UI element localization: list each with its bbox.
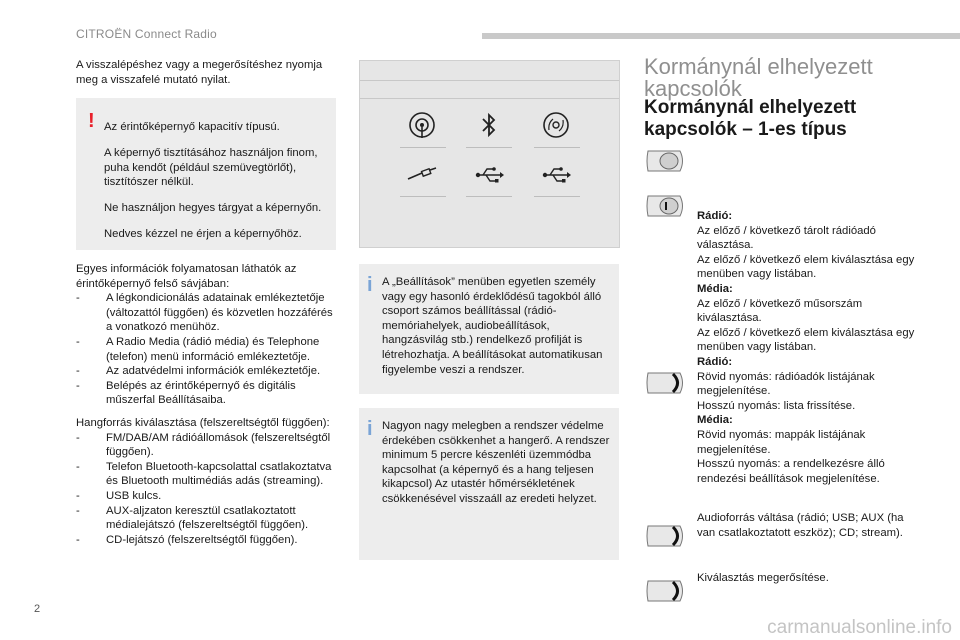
info-icon: i: [367, 418, 373, 440]
source-list: [76, 431, 341, 548]
warning-text: [104, 109, 330, 253]
list-item: - A légkondicionálás adatainak emlékeztetője (változattól függően) és közvetlen hozzáférés a vonatkozó menühöz.: [76, 291, 341, 335]
icon-underline: [466, 147, 512, 148]
control-text: Audioforrás váltása (rádió; USB; AUX (ha van csatlakoztatott eszköz); CD; stream).: [697, 512, 904, 539]
control-label: Média:: [697, 414, 733, 427]
warning-box: [76, 98, 336, 250]
source-title: Hangforrás kiválasztása (felszereltségtől függően):: [76, 417, 330, 429]
icon-underline: [534, 196, 580, 197]
page-number: 2: [34, 603, 41, 615]
control-description: [697, 511, 917, 540]
subsection-heading: Kormánynál elhelyezett kapcsolók – 1-es típus: [644, 97, 857, 140]
control-text: Az előző / következő műsorszám kiválasztása. Az előző / következő elem kiválasztása egy menüben vagy listában.: [697, 297, 915, 354]
section-heading: Kormánynál elhelyezett kapcsolók: [644, 54, 873, 101]
control-description: [697, 571, 917, 586]
info-box-heat: [359, 408, 619, 560]
list-item: - FM/DAB/AM rádióállomások (felszereltségtől függően).: [76, 431, 341, 460]
aux-icon: [402, 155, 442, 195]
screen-divider: [360, 80, 619, 81]
source-section: [76, 416, 341, 547]
control-text: Rövid nyomás: rádióadók listájának megjelenítése. Hosszú nyomás: lista frissítése.: [697, 370, 875, 412]
list-item: - AUX-aljzaton keresztül csatlakoztatott médialejátszó (felszereltségtől függően).: [76, 504, 341, 533]
source-screen-illustration: [359, 60, 620, 248]
steering-switch-icon: [644, 147, 684, 175]
control-text: Kiválasztás megerősítése.: [697, 572, 829, 584]
list-item: - CD-lejátszó (felszereltségtől függően).: [76, 533, 341, 548]
control-description: [697, 355, 917, 486]
icon-underline: [400, 147, 446, 148]
control-description: [697, 209, 917, 355]
control-label: Rádió:: [697, 356, 733, 368]
list-item: - A Radio Media (rádió média) és Telephone (telefon) menü információ emlékeztetője.: [76, 335, 341, 364]
info-list: [76, 291, 341, 408]
info-section: [76, 262, 341, 408]
intro-text: A visszalépéshez vagy a megerősítéshez nyomja meg a visszafelé mutató nyilat.: [76, 59, 323, 86]
screen-divider: [360, 98, 619, 99]
control-text: Rövid nyomás: mappák listájának megjelenítése. Hosszú nyomás: a rendelkezésre álló rendezési beállítások megjelenítése.: [697, 428, 885, 485]
control-label: Média:: [697, 282, 733, 295]
list-item: - Az adatvédelmi információk emlékeztetője.: [76, 364, 341, 379]
info-box-text: Nagyon nagy melegben a rendszer védelme érdekében csökkenhet a hangerő. A rendszer minimum 5 percre készenléti üzemmódba kapcsolhat (a képernyő és a hang teljesen kikapcsol) Az utastér hőmérsékletének csökkenésével visszaáll az eredeti helyzet.: [382, 420, 610, 505]
bluetooth-icon: [469, 105, 509, 145]
info-title: Egyes információk folyamatosan láthatók az érintőképernyő felső sávjában:: [76, 263, 297, 290]
header-title: CITROËN Connect Radio: [76, 27, 217, 41]
warning-line: A képernyő tisztításához használjon finom, puha kendőt (például szemüvegtörlőt), tisztítószer nélkül.: [104, 147, 318, 189]
icon-underline: [466, 196, 512, 197]
header-divider-bar: [482, 33, 960, 39]
control-label: Rádió:: [697, 210, 733, 222]
warning-line: Nedves kézzel ne érjen a képernyőhöz.: [104, 228, 302, 241]
warning-line: Ne használjon hegyes tárgyat a képernyőn.: [104, 202, 322, 215]
steering-switch-icon: [644, 522, 684, 550]
list-item: - Belépés az érintőképernyő és digitális műszerfal Beállításaiba.: [76, 379, 341, 408]
warning-icon: !: [88, 110, 95, 132]
info-icon: i: [367, 274, 373, 296]
info-box-text: A „Beállítások” menüben egyetlen személy vagy egy hasonló érdeklődésű tagokból álló csoport számos beállítással (rádió-memóriahelyek, audiobeállítások, hangzásvilág stb.) rendelkező profilját is létrehozhatja. A beállításokat automatikusan figyelembe veszi a rendszer.: [382, 276, 603, 376]
list-item: - Telefon Bluetooth-kapcsolattal csatlakoztatva és Bluetooth multimédiás adás (streaming).: [76, 460, 341, 489]
info-box-profiles: [359, 264, 619, 394]
usb-icon: [536, 155, 576, 195]
radio-icon: [402, 105, 442, 145]
usb-icon: [469, 155, 509, 195]
icon-underline: [534, 147, 580, 148]
watermark: carmanualsonline.info: [767, 617, 952, 638]
steering-switch-icon: [644, 192, 684, 220]
list-item: - USB kulcs.: [76, 489, 341, 504]
icon-underline: [400, 196, 446, 197]
warning-line: Az érintőképernyő kapacitív típusú.: [104, 121, 280, 134]
steering-switch-icon: [644, 577, 684, 605]
cd-icon: [536, 105, 576, 145]
steering-switch-icon: [644, 369, 684, 397]
control-text: Az előző / következő tárolt rádióadó választása. Az előző / következő elem kiválasztása egy menüben vagy listában.: [697, 224, 915, 281]
